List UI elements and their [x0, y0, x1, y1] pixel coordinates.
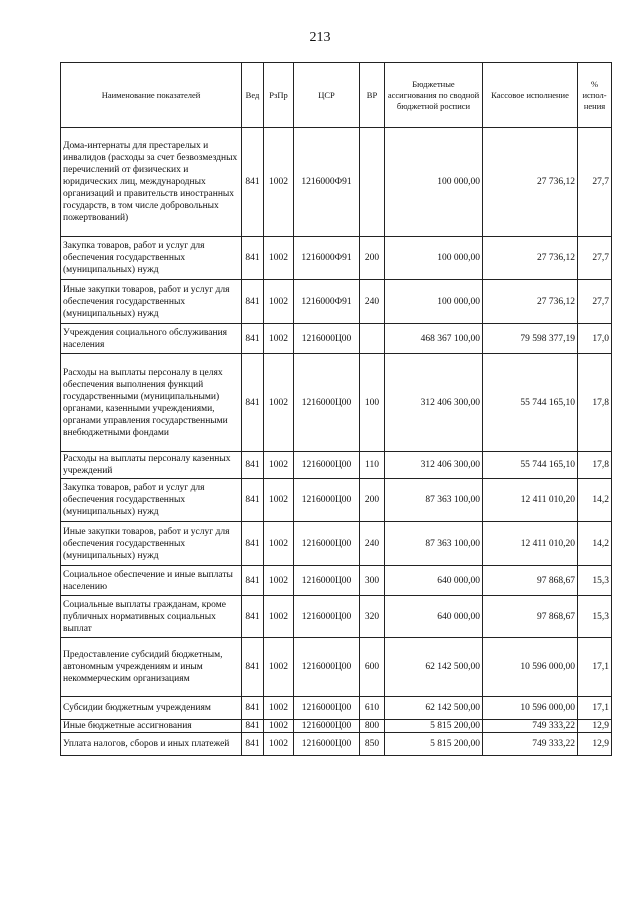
row-pct: 15,3: [578, 596, 612, 638]
row-budget: 5 815 200,00: [385, 720, 483, 733]
header-ved: Вед: [242, 63, 264, 128]
row-ved: 841: [242, 596, 264, 638]
row-name: Учреждения социального обслуживания населения: [61, 324, 242, 354]
row-ved: 841: [242, 720, 264, 733]
row-cash: 749 333,22: [483, 733, 578, 756]
row-pct: 17,8: [578, 452, 612, 479]
row-rzpr: 1002: [264, 128, 294, 237]
row-csr: 1216000Ц00: [294, 638, 360, 697]
row-name: Дома-интернаты для престарелых и инвалидов (расходы за счет безвозмездных перечислений от физических и юридических лиц, международных организаций и правительств иностранных государств, в том числе добровольных пожертвований): [61, 128, 242, 237]
row-rzpr: 1002: [264, 697, 294, 720]
row-vr: 300: [360, 566, 385, 596]
row-name: Предоставление субсидий бюджетным, автономным учреждениям и иным некоммерческим организациям: [61, 638, 242, 697]
table-row: [61, 638, 612, 697]
table-row: [61, 354, 612, 452]
budget-execution-table: [60, 62, 612, 756]
table-row: [61, 237, 612, 280]
row-csr: 1216000Ф91: [294, 280, 360, 324]
row-budget: 312 406 300,00: [385, 354, 483, 452]
row-ved: 841: [242, 324, 264, 354]
row-csr: 1216000Ц00: [294, 452, 360, 479]
row-name: Уплата налогов, сборов и иных платежей: [61, 733, 242, 756]
row-vr: 200: [360, 237, 385, 280]
row-pct: 12,9: [578, 720, 612, 733]
table-row: [61, 280, 612, 324]
row-cash: 10 596 000,00: [483, 697, 578, 720]
header-vr: ВР: [360, 63, 385, 128]
row-cash: 55 744 165,10: [483, 452, 578, 479]
row-budget: 640 000,00: [385, 596, 483, 638]
row-csr: 1216000Ц00: [294, 354, 360, 452]
row-pct: 15,3: [578, 566, 612, 596]
row-pct: 27,7: [578, 237, 612, 280]
header-rzpr: РзПр: [264, 63, 294, 128]
row-rzpr: 1002: [264, 354, 294, 452]
row-pct: 17,1: [578, 697, 612, 720]
table-header-row: [61, 63, 612, 128]
row-ved: 841: [242, 479, 264, 522]
row-ved: 841: [242, 522, 264, 566]
row-ved: 841: [242, 280, 264, 324]
row-cash: 97 868,67: [483, 596, 578, 638]
row-cash: 10 596 000,00: [483, 638, 578, 697]
row-budget: 640 000,00: [385, 566, 483, 596]
row-budget: 5 815 200,00: [385, 733, 483, 756]
row-budget: 312 406 300,00: [385, 452, 483, 479]
row-pct: 17,8: [578, 354, 612, 452]
row-csr: 1216000Ц00: [294, 522, 360, 566]
header-cash: Кассовое исполнение: [483, 63, 578, 128]
table-row: [61, 566, 612, 596]
row-cash: 27 736,12: [483, 128, 578, 237]
table-row: [61, 128, 612, 237]
row-budget: 100 000,00: [385, 237, 483, 280]
row-ved: 841: [242, 354, 264, 452]
row-rzpr: 1002: [264, 638, 294, 697]
row-budget: 100 000,00: [385, 128, 483, 237]
row-rzpr: 1002: [264, 720, 294, 733]
row-cash: 749 333,22: [483, 720, 578, 733]
row-rzpr: 1002: [264, 596, 294, 638]
row-vr: 600: [360, 638, 385, 697]
row-pct: 12,9: [578, 733, 612, 756]
row-cash: 12 411 010,20: [483, 479, 578, 522]
row-vr: 200: [360, 479, 385, 522]
row-cash: 27 736,12: [483, 280, 578, 324]
row-vr: [360, 128, 385, 237]
row-ved: 841: [242, 638, 264, 697]
row-pct: 27,7: [578, 280, 612, 324]
table-row: [61, 479, 612, 522]
row-ved: 841: [242, 452, 264, 479]
row-name: Закупка товаров, работ и услуг для обеспечения государственных (муниципальных) нужд: [61, 479, 242, 522]
row-vr: [360, 324, 385, 354]
row-vr: 850: [360, 733, 385, 756]
row-budget: 87 363 100,00: [385, 479, 483, 522]
row-pct: 14,2: [578, 479, 612, 522]
row-vr: 100: [360, 354, 385, 452]
row-ved: 841: [242, 733, 264, 756]
row-csr: 1216000Ф91: [294, 237, 360, 280]
row-rzpr: 1002: [264, 324, 294, 354]
row-csr: 1216000Ц00: [294, 566, 360, 596]
row-rzpr: 1002: [264, 479, 294, 522]
row-ved: 841: [242, 237, 264, 280]
row-csr: 1216000Ц00: [294, 596, 360, 638]
row-name: Социальное обеспечение и иные выплаты населению: [61, 566, 242, 596]
row-vr: 240: [360, 522, 385, 566]
row-pct: 27,7: [578, 128, 612, 237]
row-rzpr: 1002: [264, 522, 294, 566]
header-pct: % испол-нения: [578, 63, 612, 128]
row-ved: 841: [242, 128, 264, 237]
row-csr: 1216000Ц00: [294, 479, 360, 522]
table-row: [61, 522, 612, 566]
table-row: [61, 596, 612, 638]
row-name: Иные закупки товаров, работ и услуг для обеспечения государственных (муниципальных) нужд: [61, 280, 242, 324]
row-cash: 79 598 377,19: [483, 324, 578, 354]
row-cash: 55 744 165,10: [483, 354, 578, 452]
row-name: Иные бюджетные ассигнования: [61, 720, 242, 733]
table-row: [61, 324, 612, 354]
row-budget: 62 142 500,00: [385, 697, 483, 720]
row-rzpr: 1002: [264, 566, 294, 596]
row-rzpr: 1002: [264, 452, 294, 479]
row-rzpr: 1002: [264, 237, 294, 280]
header-name: Наименование показателей: [61, 63, 242, 128]
row-rzpr: 1002: [264, 733, 294, 756]
table-row: [61, 697, 612, 720]
table-row: [61, 720, 612, 733]
row-ved: 841: [242, 566, 264, 596]
row-csr: 1216000Ц00: [294, 697, 360, 720]
row-csr: 1216000Ф91: [294, 128, 360, 237]
row-vr: 610: [360, 697, 385, 720]
table-body: [61, 128, 612, 756]
row-csr: 1216000Ц00: [294, 324, 360, 354]
row-cash: 97 868,67: [483, 566, 578, 596]
page-number: 213: [309, 30, 331, 45]
header-budget: Бюджетные ассигнования по сводной бюджетной росписи: [385, 63, 483, 128]
row-ved: 841: [242, 697, 264, 720]
row-pct: 17,0: [578, 324, 612, 354]
row-name: Расходы на выплаты персоналу в целях обеспечения выполнения функций государственными (муниципальными) органами, казенными учреждениями, органами управления государственными внебюджетными фондами: [61, 354, 242, 452]
row-name: Социальные выплаты гражданам, кроме публичных нормативных социальных выплат: [61, 596, 242, 638]
row-budget: 100 000,00: [385, 280, 483, 324]
row-budget: 62 142 500,00: [385, 638, 483, 697]
row-vr: 800: [360, 720, 385, 733]
row-name: Закупка товаров, работ и услуг для обеспечения государственных (муниципальных) нужд: [61, 237, 242, 280]
header-csr: ЦСР: [294, 63, 360, 128]
row-csr: 1216000Ц00: [294, 733, 360, 756]
row-cash: 27 736,12: [483, 237, 578, 280]
row-pct: 17,1: [578, 638, 612, 697]
row-vr: 240: [360, 280, 385, 324]
row-name: Субсидии бюджетным учреждениям: [61, 697, 242, 720]
row-pct: 14,2: [578, 522, 612, 566]
row-vr: 320: [360, 596, 385, 638]
row-csr: 1216000Ц00: [294, 720, 360, 733]
row-name: Расходы на выплаты персоналу казенных учреждений: [61, 452, 242, 479]
table-row: [61, 452, 612, 479]
row-cash: 12 411 010,20: [483, 522, 578, 566]
row-rzpr: 1002: [264, 280, 294, 324]
row-budget: 468 367 100,00: [385, 324, 483, 354]
row-name: Иные закупки товаров, работ и услуг для обеспечения государственных (муниципальных) нужд: [61, 522, 242, 566]
row-budget: 87 363 100,00: [385, 522, 483, 566]
row-vr: 110: [360, 452, 385, 479]
table-row: [61, 733, 612, 756]
